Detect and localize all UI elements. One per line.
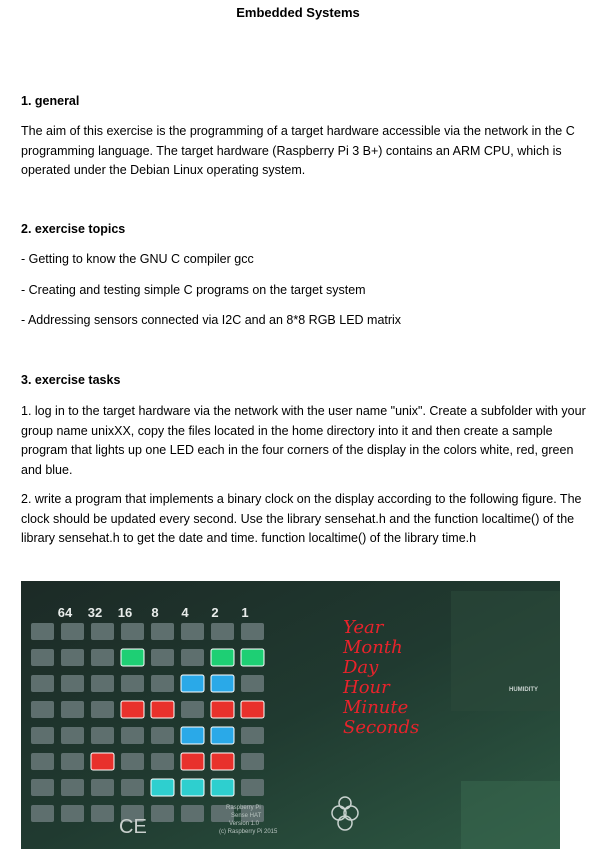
led-off	[61, 779, 84, 796]
led-on	[91, 753, 114, 770]
row-label: Day	[343, 657, 379, 678]
led-off	[211, 623, 234, 640]
led-on	[211, 675, 234, 692]
task-paragraph-2: 2. write a program that implements a binary clock on the display according to the following figure. The clock should be updated every second. Use the library sensehat.h and the function localtime() of the library sensehat.h to get the date and time. function localtime() of the library time.h	[21, 492, 582, 545]
led-off	[61, 753, 84, 770]
led-on	[211, 753, 234, 770]
led-off	[61, 649, 84, 666]
led-off	[61, 675, 84, 692]
hat-label-line: Sense HAT	[231, 813, 262, 819]
led-off	[91, 727, 114, 744]
led-off	[241, 623, 264, 640]
led-on	[211, 701, 234, 718]
led-on	[121, 701, 144, 718]
led-off	[61, 727, 84, 744]
led-off	[241, 727, 264, 744]
hat-label-line: Version 1.0	[229, 821, 260, 827]
led-off	[31, 701, 54, 718]
led-off	[241, 753, 264, 770]
led-off	[151, 649, 174, 666]
bit-label: 32	[87, 605, 103, 620]
led-off	[151, 623, 174, 640]
led-off	[181, 623, 204, 640]
bit-label: 8	[151, 605, 159, 620]
binary-clock-figure	[21, 581, 560, 849]
bit-label: 1	[241, 605, 249, 620]
bit-label: 2	[211, 605, 219, 620]
topic-item: - Addressing sensors connected via I2C and an 8*8 RGB LED matrix	[21, 313, 402, 327]
row-label: Year	[343, 617, 384, 638]
topic-item: - Getting to know the GNU C compiler gcc	[21, 252, 254, 266]
led-off	[31, 623, 54, 640]
led-off	[91, 623, 114, 640]
led-on	[151, 779, 174, 796]
led-off	[241, 779, 264, 796]
task-paragraph-1: 1. log in to the target hardware via the network with the user name "unix". Create a subfolder with your group name unixXX, copy the files located in the home directory into it and then create a sample program that lights up one LED each in the four corners of the display in the colors white, red, green and blue.	[21, 404, 586, 477]
led-off	[31, 675, 54, 692]
led-off	[31, 649, 54, 666]
led-off	[31, 727, 54, 744]
led-off	[181, 701, 204, 718]
section-heading-topics: 2. exercise topics	[21, 222, 126, 236]
led-on	[241, 649, 264, 666]
row-label: Seconds	[343, 717, 420, 738]
led-off	[241, 675, 264, 692]
led-off	[91, 805, 114, 822]
hat-label-line: Raspberry Pi	[226, 805, 261, 811]
led-off	[31, 779, 54, 796]
led-on	[181, 753, 204, 770]
led-on	[211, 649, 234, 666]
led-off	[151, 805, 174, 822]
led-off	[121, 779, 144, 796]
led-off	[61, 623, 84, 640]
row-label: Month	[343, 637, 403, 658]
bit-label: 4	[181, 605, 189, 620]
row-label: Hour	[343, 677, 390, 698]
led-on	[121, 649, 144, 666]
led-on	[181, 779, 204, 796]
ce-mark: CE	[119, 816, 147, 838]
hat-label-line: (c) Raspberry Pi 2015	[219, 829, 278, 835]
led-off	[91, 779, 114, 796]
led-off	[91, 701, 114, 718]
led-off	[61, 701, 84, 718]
led-off	[91, 675, 114, 692]
row-label: Minute	[343, 697, 409, 718]
bit-label: 64	[57, 605, 73, 620]
led-off	[31, 805, 54, 822]
led-on	[211, 779, 234, 796]
led-off	[121, 623, 144, 640]
led-off	[121, 727, 144, 744]
led-off	[31, 753, 54, 770]
led-off	[181, 805, 204, 822]
led-off	[151, 727, 174, 744]
topic-item: - Creating and testing simple C programs on the target system	[21, 283, 366, 297]
board-components	[451, 591, 560, 711]
led-on	[181, 675, 204, 692]
binary-clock-photo	[21, 581, 560, 849]
led-off	[61, 805, 84, 822]
document-title: Embedded Systems	[236, 5, 360, 20]
led-on	[211, 727, 234, 744]
general-paragraph: The aim of this exercise is the programming of a target hardware accessible via the network in the C programming language. The target hardware (Raspberry Pi 3 B+) contains an ARM CPU, which is operated under the Debian Linux operating system.	[21, 124, 575, 177]
led-off	[91, 649, 114, 666]
led-off	[121, 753, 144, 770]
humidity-label: HUMIDITY	[509, 687, 538, 693]
led-on	[241, 701, 264, 718]
led-off	[151, 675, 174, 692]
led-off	[151, 753, 174, 770]
led-off	[181, 649, 204, 666]
section-heading-tasks: 3. exercise tasks	[21, 373, 121, 387]
bit-label: 16	[117, 605, 133, 620]
section-heading-general: 1. general	[21, 94, 80, 108]
led-on	[151, 701, 174, 718]
led-on	[181, 727, 204, 744]
board-components	[461, 781, 560, 849]
led-off	[121, 675, 144, 692]
